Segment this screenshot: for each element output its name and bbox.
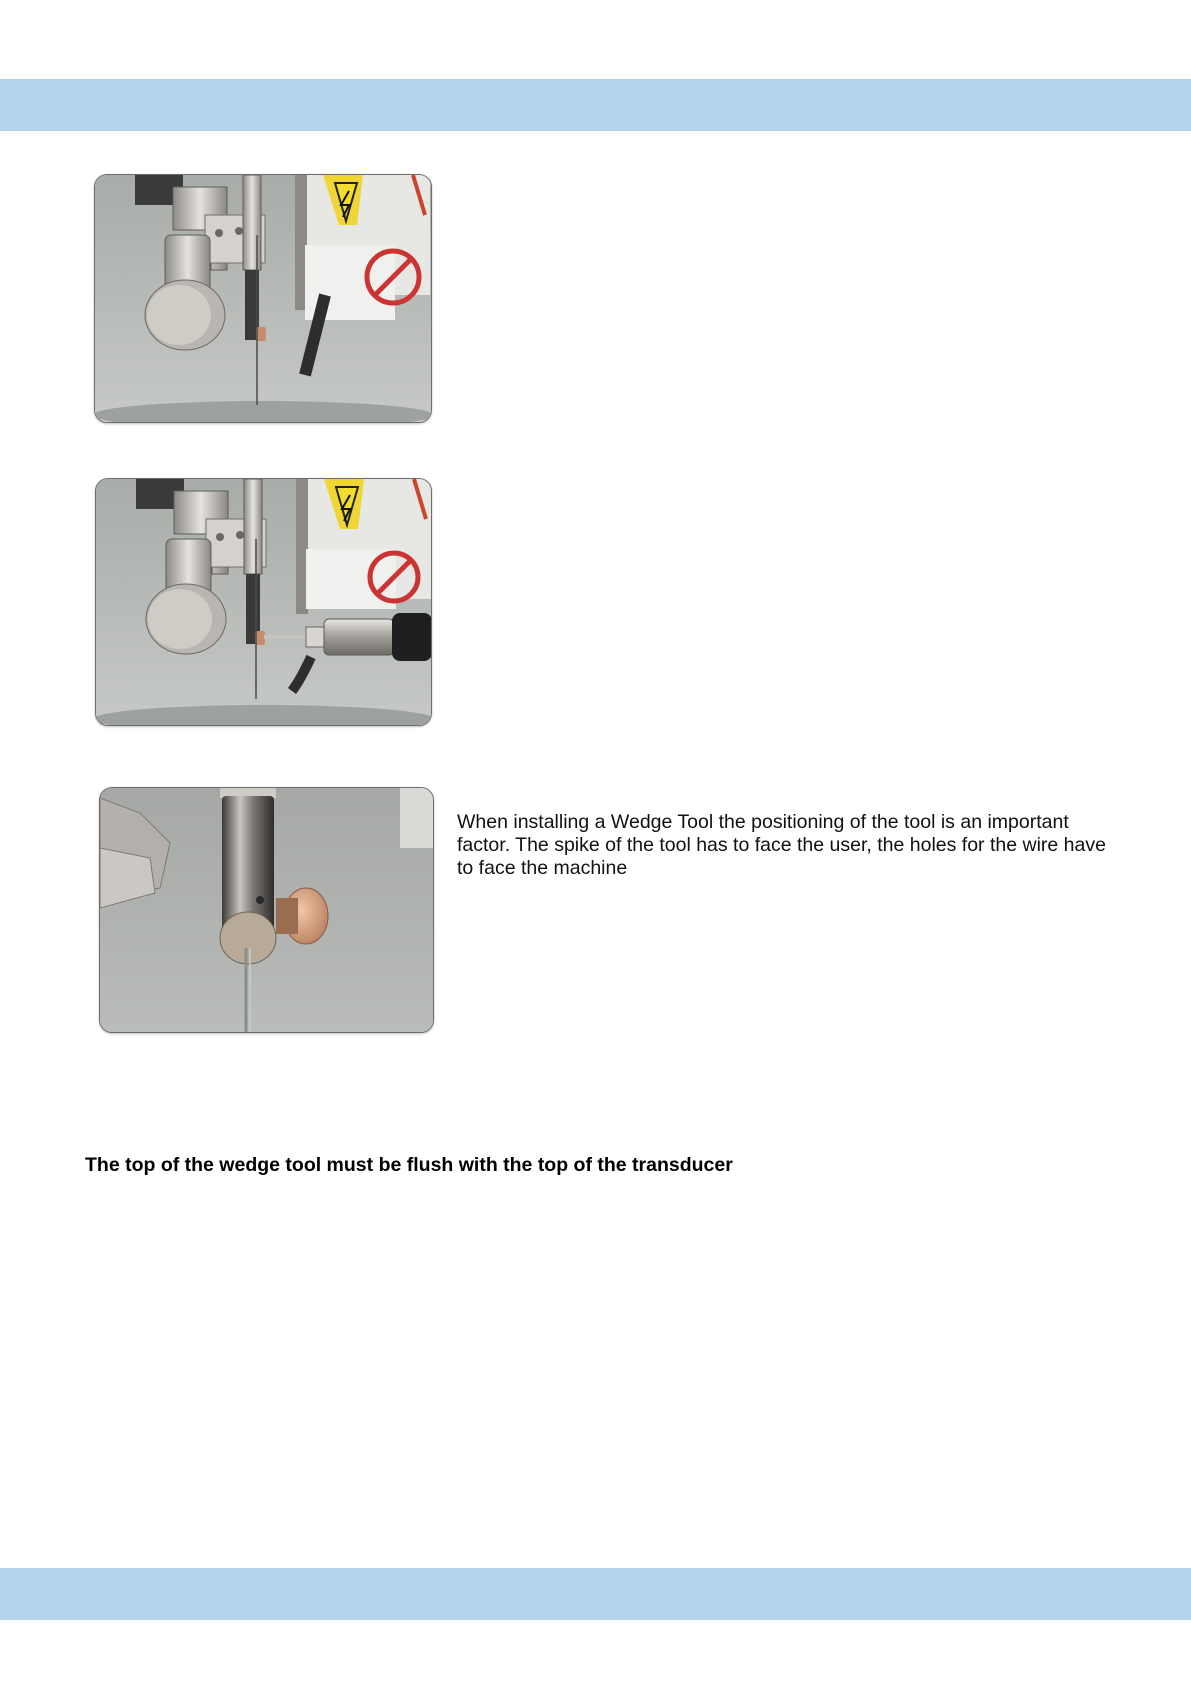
photo-wedge-tool-holder bbox=[94, 174, 432, 423]
photo-wedge-tool-insertion bbox=[95, 478, 432, 726]
header-band bbox=[0, 79, 1191, 131]
flush-requirement-note: The top of the wedge tool must be flush with the top of the transducer bbox=[85, 1154, 733, 1176]
wedge-tool-instructions: When installing a Wedge Tool the positioning of the tool is an important factor. The spike of the tool has to face the user, the holes for the wire have to face the machine bbox=[457, 811, 1106, 879]
photo-wedge-tool-closeup bbox=[99, 787, 434, 1033]
footer-band bbox=[0, 1568, 1191, 1620]
